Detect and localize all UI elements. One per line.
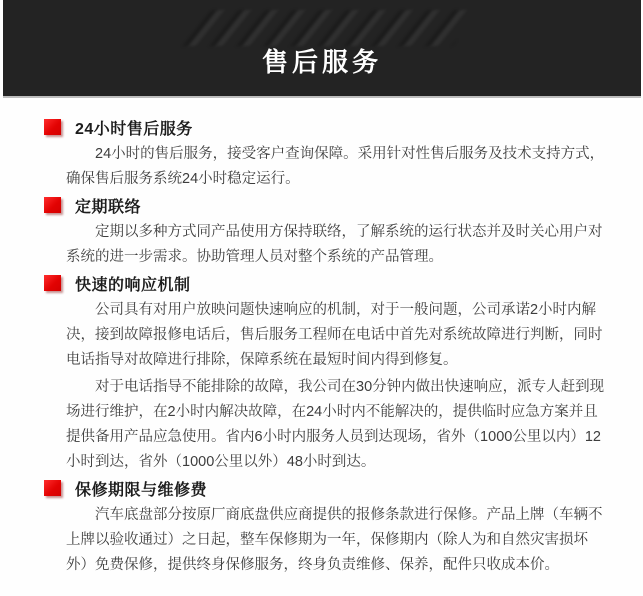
header-banner [3,0,641,98]
red-square-bullet-icon [44,119,61,135]
section-regular-contact [0,196,643,270]
section-title: 保修期限与维修费 [75,481,208,499]
section-paragraph: 定期以多种方式同产品使用方保持联络，了解系统的运行状态并及时关心用户对系统的进一步需求。协助管理人员对整个系统的产品管理。 [66,224,603,265]
section-heading-row [44,479,643,497]
section-paragraph: 对于电话指导不能排除的故障，我公司在30分钟内做出快速响应，派专人赶到现场进行维护，在2小时内解决故障，在24小时内不能解决的，提供临时应急方案并且提供备用产品应急使用。省内6小时内服务人员到达现场，省外（1000公里以内）12小时到达，省外（1000公里以外）48小时到达。 [66,379,605,470]
section-24h-service [0,118,643,192]
section-title: 24小时售后服务 [75,120,193,138]
red-square-bullet-icon [44,275,61,291]
red-square-bullet-icon [44,197,61,213]
section-title: 定期联络 [75,198,142,216]
content-area [0,98,643,578]
section-warranty-fees [0,479,643,578]
section-paragraph: 公司具有对用户放映问题快速响应的机制，对于一般问题，公司承诺2小时内解决，接到故障报修电话后，售后服务工程师在电话中首先对系统故障进行判断，同时电话指导对故障进行排除，保障系统在最短时间内得到修复。 [66,302,603,368]
section-paragraph: 24小时的售后服务，接受客户查询保障。采用针对性售后服务及技术支持方式，确保售后服务系统24小时稳定运行。 [66,146,605,187]
page-title: 售后服务 [261,47,382,77]
section-fast-response [0,274,643,475]
red-square-bullet-icon [44,480,61,496]
section-title: 快速的响应机制 [75,276,191,294]
section-heading-row [44,196,643,214]
section-paragraph: 汽车底盘部分按原厂商底盘供应商提供的报修条款进行保修。产品上牌（车辆不上牌以验收通过）之日起，整车保修期为一年，保修期内（除人为和自然灾害损坏外）免费保修，提供终身保修服务，终身负责维修、保养，配件只收成本价。 [66,507,603,573]
section-heading-row [44,118,643,136]
section-heading-row [44,274,643,292]
watermark-smudge [178,10,472,46]
